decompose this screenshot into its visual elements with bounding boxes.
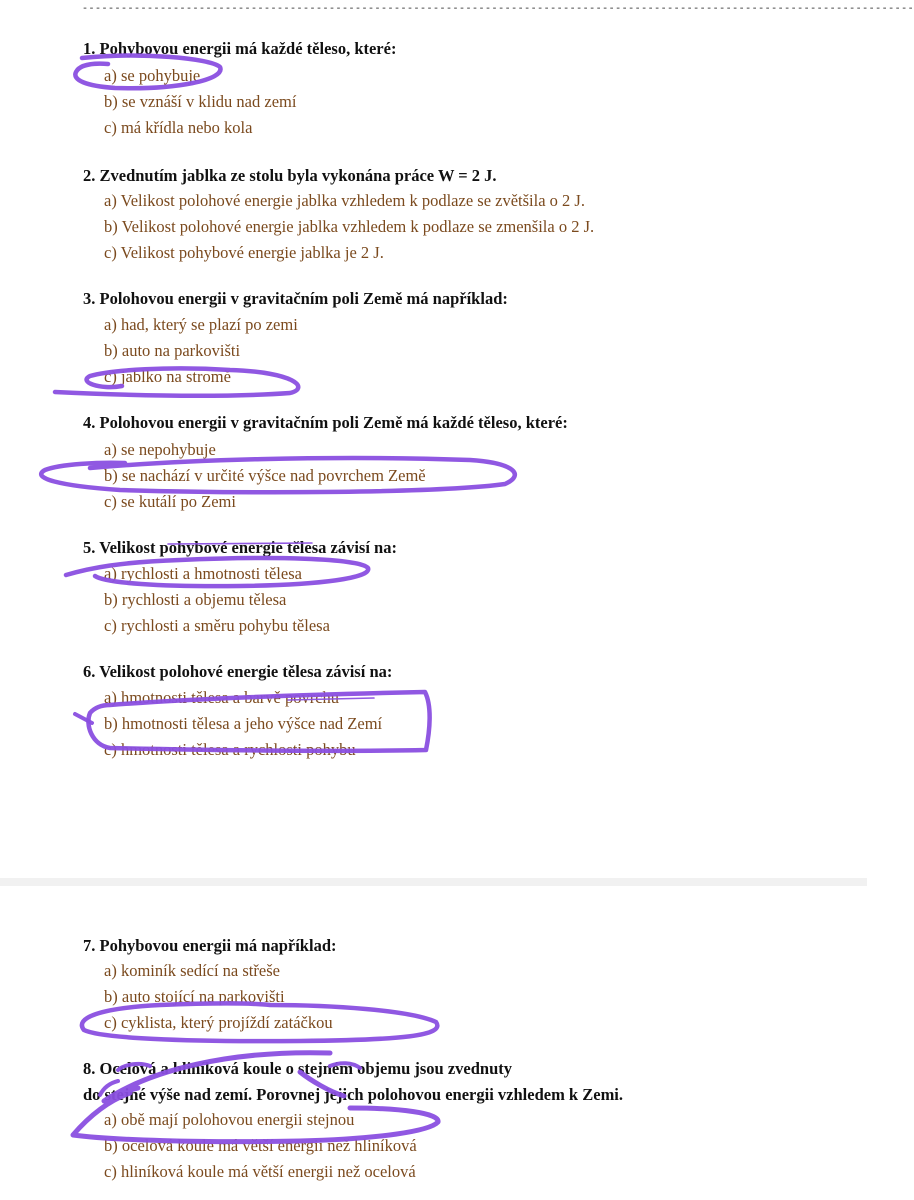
page-gap [0,878,867,886]
q4-option-c[interactable]: c) se kutálí po Zemi [104,492,236,511]
q3-option-a[interactable]: a) had, který se plazí po zemi [104,315,298,334]
question-7-title: 7. Pohybovou energii má například: [83,936,337,955]
q2-option-c[interactable]: c) Velikost pohybové energie jablka je 2 J. [104,243,384,262]
q1-option-c[interactable]: c) má křídla nebo kola [104,118,253,137]
question-6-title: 6. Velikost polohové energie tělesa závisí na: [83,662,393,681]
q7-option-c[interactable]: c) cyklista, který projíždí zatáčkou [104,1013,333,1032]
question-5-title: 5. Velikost pohybové energie tělesa závisí na: [83,538,397,557]
q2-option-a[interactable]: a) Velikost polohové energie jablka vzhledem k podlaze se zvětšila o 2 J. [104,191,585,210]
q5-option-b[interactable]: b) rychlosti a objemu tělesa [104,590,287,609]
q3-option-b[interactable]: b) auto na parkovišti [104,341,241,360]
q5-option-c[interactable]: c) rychlosti a směru pohybu tělesa [104,616,330,635]
dashed-divider: -------------------------------------------------------------------------------------------------------------------------------- [82,4,914,15]
q1-option-b[interactable]: b) se vznáší v klidu nad zemí [104,92,297,111]
q7-option-a[interactable]: a) kominík sedící na střeše [104,961,280,980]
q8-option-c[interactable]: c) hliníková koule má větší energii než ocelová [104,1162,416,1181]
question-8-title-line-1: 8. Ocelová a hliníková koule o stejném objemu jsou zvednuty [83,1059,513,1078]
q4-option-a[interactable]: a) se nepohybuje [104,440,216,459]
q2-option-b[interactable]: b) Velikost polohové energie jablka vzhledem k podlaze se zmenšila o 2 J. [104,217,595,236]
q4-option-b[interactable]: b) se nachází v určité výšce nad povrchem Země [104,466,426,485]
question-3-title: 3. Polohovou energii v gravitačním poli Země má například: [83,289,508,308]
q6-option-a[interactable]: a) hmotnosti tělesa a barvě povrchu [104,688,340,707]
q5-option-a[interactable]: a) rychlosti a hmotnosti tělesa [104,564,302,583]
q7-option-b[interactable]: b) auto stojící na parkovišti [104,987,285,1006]
q3-option-c[interactable]: c) jablko na stromě [104,367,231,386]
question-4-title: 4. Polohovou energii v gravitačním poli Země má každé těleso, které: [83,413,568,432]
q8-option-a[interactable]: a) obě mají polohovou energii stejnou [104,1110,355,1129]
q6-option-b[interactable]: b) hmotnosti tělesa a jeho výšce nad Zemí [104,714,383,733]
question-8-title-line-2: do stejné výše nad zemí. Porovnej jejich polohovou energii vzhledem k Zemi. [83,1085,624,1104]
question-8-title [83,1056,623,1108]
question-2-title: 2. Zvednutím jablka ze stolu byla vykonána práce W = 2 J. [83,166,497,185]
q6-option-c[interactable]: c) hmotnosti tělesa a rychlosti pohybu [104,740,356,759]
worksheet-page-2 [0,886,867,1200]
q1-option-a[interactable]: a) se pohybuje [104,66,201,85]
q8-option-b[interactable]: b) ocelová koule má větší energii než hliníková [104,1136,417,1155]
question-1-title: 1. Pohybovou energii má každé těleso, které: [83,39,397,58]
